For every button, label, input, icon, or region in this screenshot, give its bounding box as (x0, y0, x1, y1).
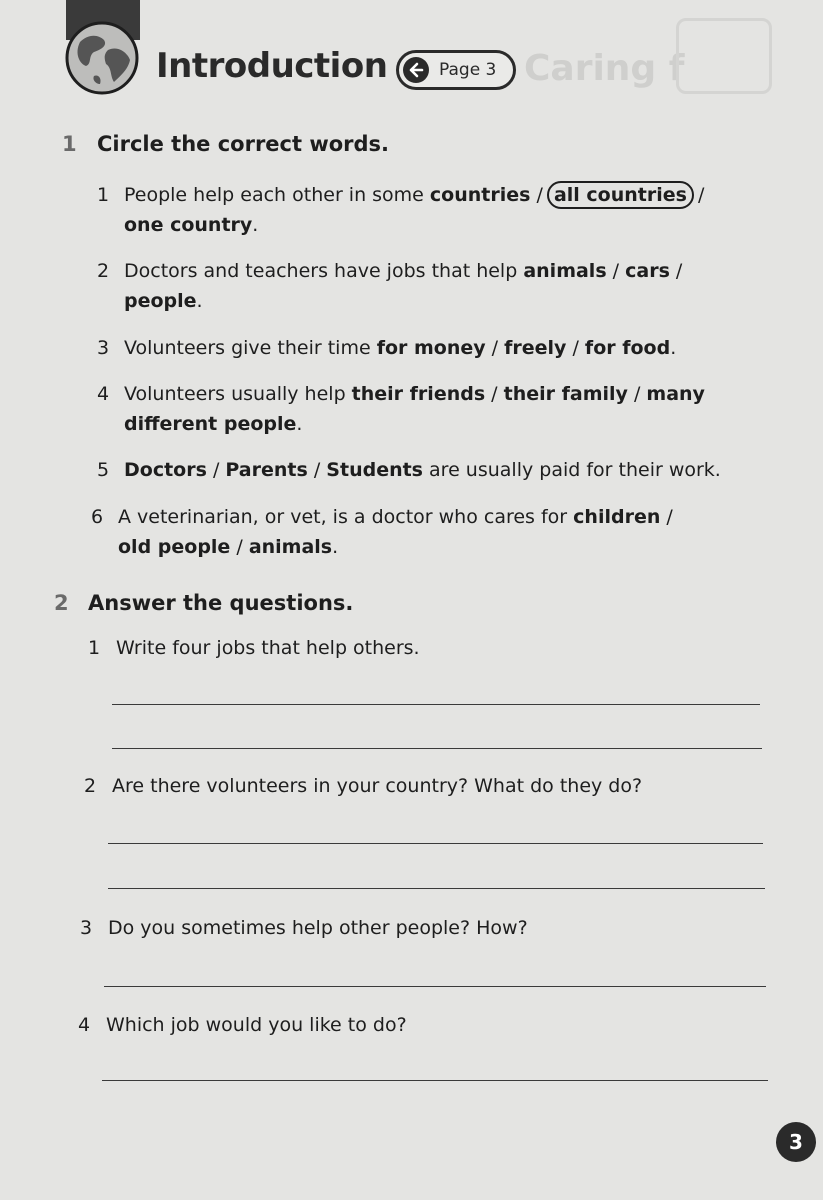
answer-line[interactable] (112, 748, 762, 749)
question-text: Are there volunteers in your country? What do they do? (112, 775, 643, 797)
answer-line[interactable] (112, 704, 760, 705)
option[interactable]: Parents (225, 459, 308, 481)
question-number: 4 (78, 1014, 91, 1036)
separator: / (307, 459, 327, 481)
question-stem: are usually paid for their work. (423, 459, 721, 481)
question-text (124, 290, 203, 312)
question-number: 1 (88, 637, 101, 659)
question-text (118, 506, 673, 528)
punctuation: . (670, 337, 677, 359)
answer-line[interactable] (102, 1080, 768, 1081)
separator: / (485, 383, 504, 405)
globe-icon (64, 20, 140, 96)
answer-line[interactable] (108, 843, 763, 844)
bleed-through-box (676, 18, 772, 94)
question-stem: People help each other in some (124, 184, 430, 206)
question-number: 3 (97, 337, 110, 359)
answer-line[interactable] (108, 888, 765, 889)
separator: / (669, 260, 683, 282)
question-text (124, 413, 302, 435)
separator: / (206, 459, 226, 481)
question-number: 2 (97, 260, 110, 282)
arrow-left-icon (403, 57, 429, 83)
option[interactable]: their family (503, 383, 628, 405)
separator: / (660, 506, 673, 528)
option-circled[interactable]: all countries (547, 181, 694, 209)
separator: / (566, 337, 585, 359)
section-number: 1 (62, 132, 77, 156)
separator: / (530, 184, 549, 206)
section-number: 2 (54, 591, 69, 615)
question-stem: Doctors and teachers have jobs that help (124, 260, 524, 282)
option[interactable]: one country (124, 214, 253, 236)
question-number: 1 (97, 184, 110, 206)
question-number: 5 (97, 459, 110, 481)
separator: / (691, 184, 705, 206)
option[interactable]: Students (326, 459, 423, 481)
option[interactable]: animals (248, 536, 333, 558)
page-title: Introduction (156, 46, 388, 86)
question-text: Which job would you like to do? (106, 1014, 407, 1036)
option[interactable]: old people (118, 536, 231, 558)
option[interactable]: different people (124, 413, 297, 435)
punctuation: . (196, 290, 203, 312)
question-text (124, 214, 258, 236)
question-text (124, 459, 721, 481)
answer-line[interactable] (104, 986, 766, 987)
option[interactable]: children (573, 506, 661, 528)
option[interactable]: many (646, 383, 705, 405)
question-number: 2 (84, 775, 97, 797)
option[interactable]: animals (523, 260, 607, 282)
question-number: 4 (97, 383, 110, 405)
separator: / (485, 337, 505, 359)
separator: / (230, 536, 249, 558)
option[interactable]: cars (625, 260, 670, 282)
punctuation: . (296, 413, 303, 435)
separator: / (627, 383, 647, 405)
question-text (124, 383, 705, 405)
page-reference-button[interactable] (396, 50, 516, 90)
question-stem: Volunteers give their time (124, 337, 377, 359)
option[interactable]: for money (376, 337, 486, 359)
option[interactable]: people (124, 290, 197, 312)
question-number: 3 (80, 917, 93, 939)
question-stem: Volunteers usually help (124, 383, 352, 405)
question-text (118, 536, 338, 558)
page-reference-label: Page 3 (439, 60, 497, 80)
punctuation: . (332, 536, 339, 558)
section-title: Circle the correct words. (97, 132, 390, 156)
question-text: Write four jobs that help others. (116, 637, 420, 659)
bleed-through-text: Caring f (524, 48, 685, 89)
option[interactable]: freely (504, 337, 567, 359)
question-text (124, 260, 682, 282)
punctuation: . (252, 214, 259, 236)
question-stem: A veterinarian, or vet, is a doctor who cares for (118, 506, 574, 528)
section-title: Answer the questions. (88, 591, 354, 615)
question-text (124, 337, 676, 359)
question-text (124, 184, 704, 206)
page-number-badge: 3 (776, 1122, 816, 1162)
separator: / (606, 260, 626, 282)
option[interactable]: countries (429, 184, 531, 206)
option[interactable]: for food (584, 337, 671, 359)
question-number: 6 (91, 506, 104, 528)
option[interactable]: their friends (351, 383, 486, 405)
option[interactable]: Doctors (124, 459, 207, 481)
question-text: Do you sometimes help other people? How? (108, 917, 528, 939)
